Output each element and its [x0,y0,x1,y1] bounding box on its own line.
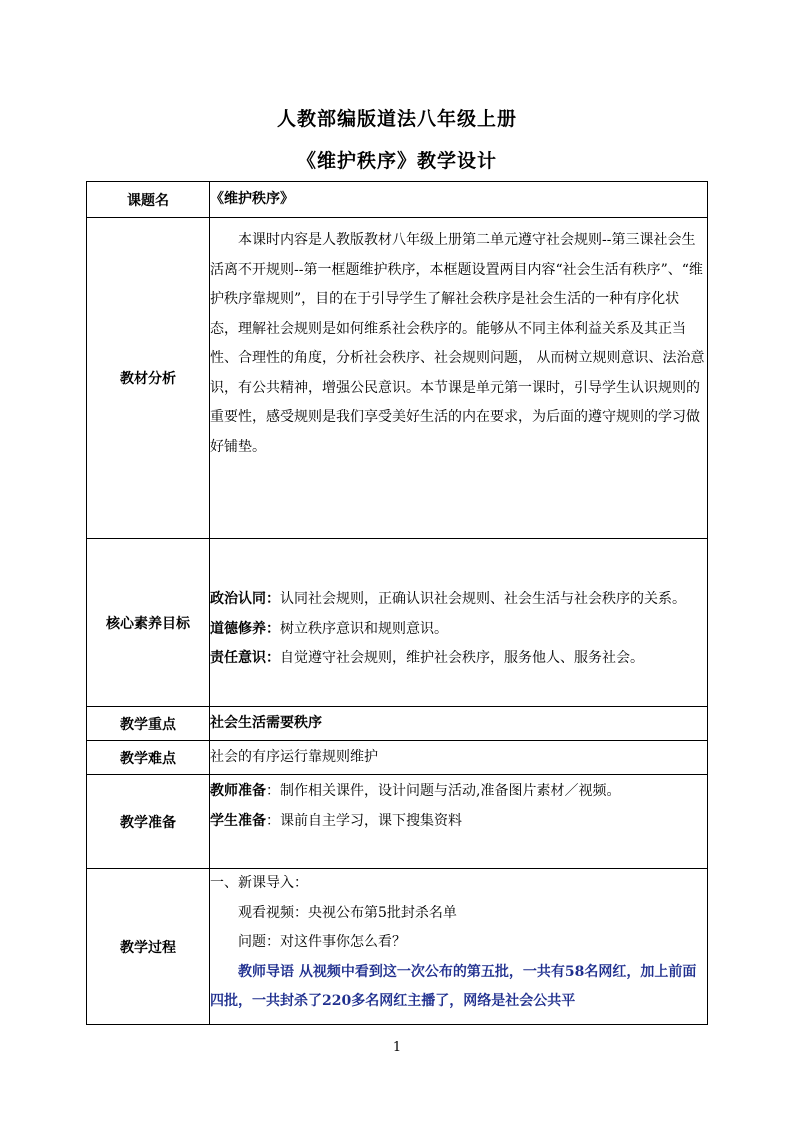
difficulty-value: 社会的有序运行靠规则维护 [210,741,708,775]
process-question: 问题：对这件事你怎么看？ [238,934,406,950]
table-row [87,539,708,707]
teacher-guide-text: 从视频中看到这一次公布的第五批，一共有58名网红，加上前面四批，一共封杀了220多名网红主播了，网络是社会公共平 [210,963,697,1009]
analysis-text: 本课时内容是人教版教材八年级上册第二单元遵守社会规则--第三课社会生活离不开规则--第一框题维护秩序，本框题设置两目内容“社会生活有秩序”、“维护秩序靠规则”，目的在于引导学生了解社会秩序是社会生活的一种有序化状态，理解社会规则是如何维系社会秩序的。能够从不同主体利益关系及其正当性、合理性的角度，分析社会秩序、社会规则问题， 从而树立规则意识、法治意识，有公共精神，增强公民意识。本节课是单元第一课时，引导学生认识规则的重要性，感受规则是我们享受美好生活的内在要求，为后面的遵守规则的学习做好铺垫。 [210,232,705,455]
literacy-text: 自觉遵守社会规则，维护社会秩序，服务他人、服务社会。 [280,650,644,667]
table-row [87,707,708,741]
process-label: 教学过程 [87,869,210,1025]
teacher-guide [210,958,707,1017]
literacy-key: 政治认同： [210,591,280,608]
literacy-item [210,615,707,645]
literacy-label: 核心素养目标 [87,539,210,707]
process-step: 一、新课导入： [210,875,308,891]
preparation-key: 学生准备 [210,812,266,829]
preparation-text: ：课前自主学习，课下搜集资料 [266,812,462,829]
preparation-text: ：制作相关课件，设计问题与活动,准备图片素材／视频。 [266,783,621,799]
literacy-cell [210,539,708,707]
table-row [87,741,708,775]
process-cell [210,869,708,1025]
preparation-label: 教学准备 [87,775,210,869]
preparation-key: 教师准备 [210,783,266,799]
analysis-label: 教材分析 [87,218,210,539]
literacy-text: 树立秩序意识和规则意识。 [280,620,448,637]
preparation-cell [210,775,708,869]
literacy-key: 道德修养： [210,620,280,637]
table-row [87,869,708,1025]
teacher-guide-lead: 教师导语 [238,963,294,980]
key-point-value: 社会生活需要秩序 [210,707,708,741]
key-point-label: 教学重点 [87,707,210,741]
page-number: 1 [392,1040,402,1055]
document-subtitle: 《维护秩序》教学设计 [296,150,497,172]
difficulty-label: 教学难点 [87,741,210,775]
literacy-key: 责任意识： [210,650,280,667]
literacy-item [210,585,707,615]
topic-label: 课题名 [87,182,210,218]
preparation-item [210,777,707,807]
analysis-cell [210,218,708,539]
preparation-item [210,807,707,837]
topic-value: 《维护秩序》 [210,182,708,218]
lesson-plan-table [86,181,708,1025]
process-video: 观看视频：央视公布第5批封杀名单 [238,904,457,921]
document-title: 人教部编版道法八年级上册 [276,108,517,130]
table-row [87,775,708,869]
literacy-text: 认同社会规则，正确认识社会规则、社会生活与社会秩序的关系。 [280,591,686,608]
literacy-item [210,644,707,674]
table-row [87,182,708,218]
table-row [87,218,708,539]
